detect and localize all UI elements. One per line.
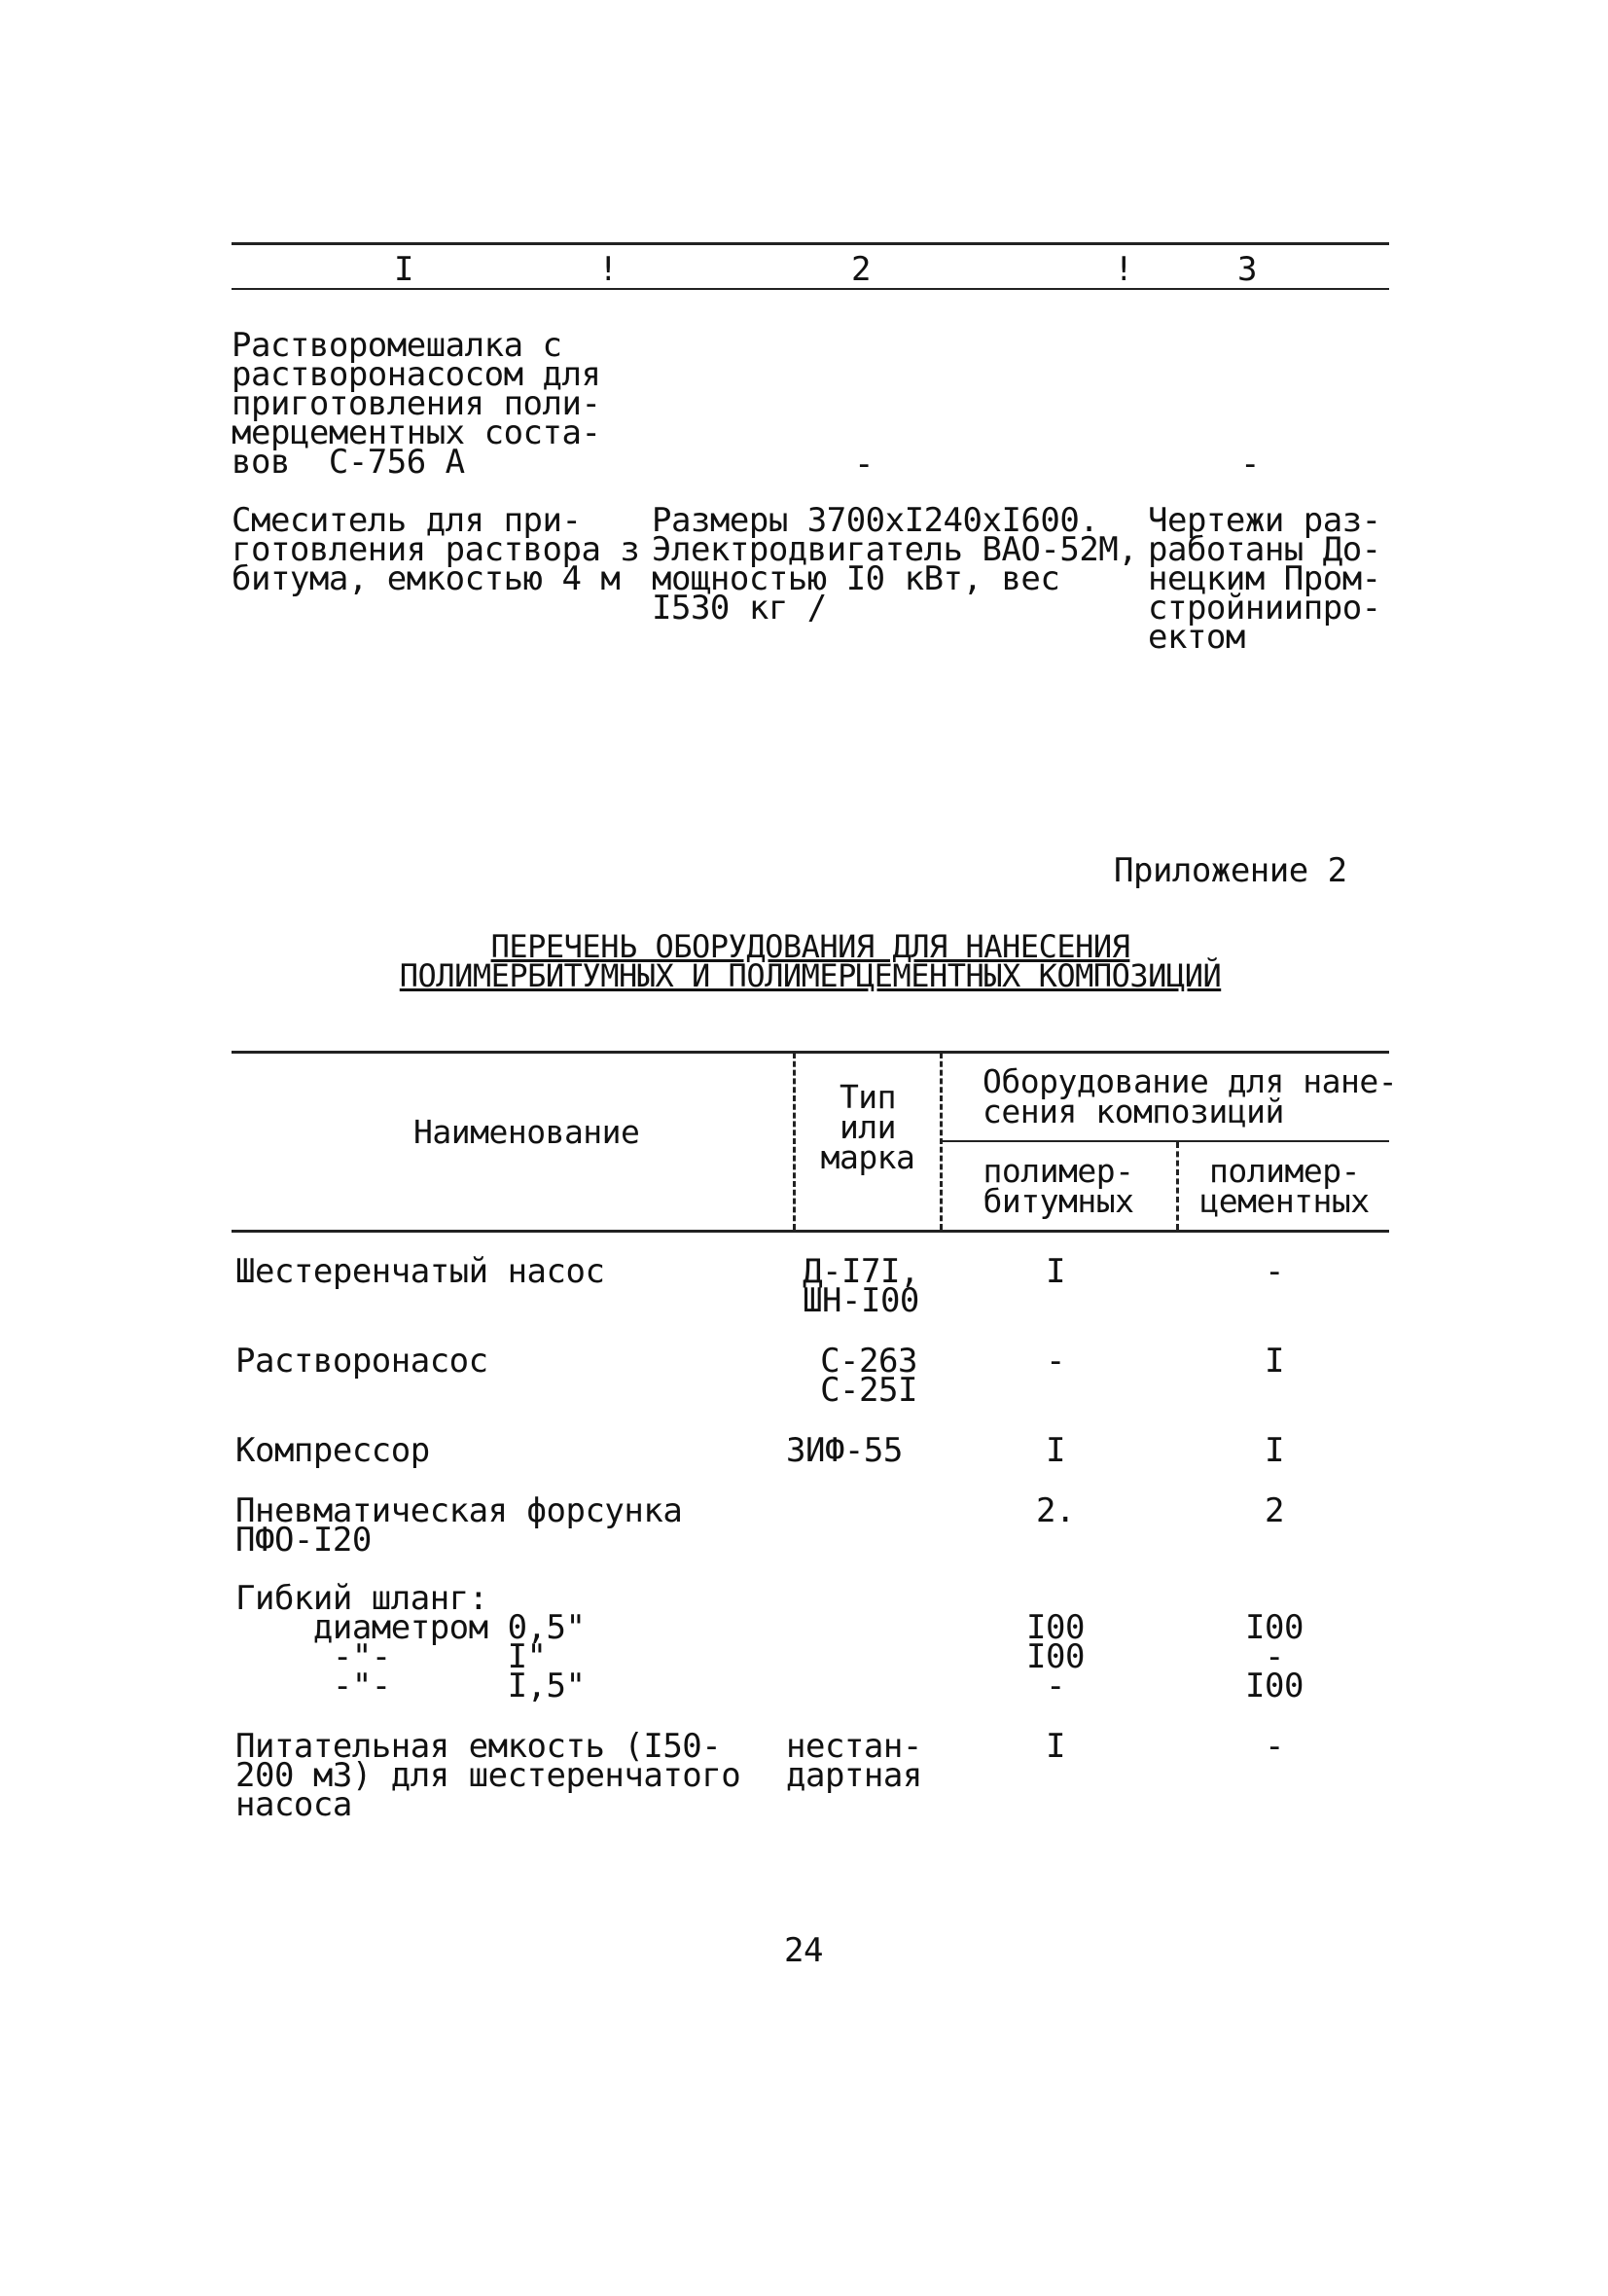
equipment-row-2-cement: I bbox=[1265, 1342, 1284, 1381]
top-row-2-name: Смеситель для при- готовления раствора з битума, емкостью 4 м bbox=[232, 501, 640, 598]
equipment-row-6-cement: - bbox=[1265, 1727, 1284, 1766]
equipment-row-5-bitumen: I00 I00 - bbox=[1026, 1608, 1085, 1705]
equipment-row-4-bitumen: 2. bbox=[1036, 1491, 1075, 1530]
equipment-row-2-name: Растворонасос bbox=[235, 1342, 488, 1381]
equipment-row-6-bitumen: I bbox=[1046, 1727, 1065, 1766]
equipment-row-2-type: С-263 С-25I bbox=[820, 1342, 917, 1410]
top-col-header-1: I bbox=[394, 250, 413, 289]
equipment-header-group: Оборудование для нане- сения композиций bbox=[983, 1062, 1398, 1130]
equipment-row-1-cement: - bbox=[1265, 1252, 1284, 1291]
top-row-2-spec: Размеры 3700хI240хI600. Электродвигатель ВАО-52М, мощностью I0 кВт, вес I530 кг / bbox=[652, 501, 1138, 628]
top-row-1-name: Растворомешалка с растворонасосом для приготовления поли- мерцементных соста- вов С-756 А bbox=[232, 326, 601, 482]
equipment-row-6-type: нестан- дартная bbox=[786, 1727, 922, 1795]
equipment-header-subrule bbox=[942, 1140, 1389, 1142]
equipment-row-4-name: Пневматическая форсунка ПФО-I20 bbox=[235, 1491, 683, 1560]
equipment-table-rule-top bbox=[232, 1051, 1389, 1054]
appendix-title-line-1: ПЕРЕЧЕНЬ ОБОРУДОВАНИЯ ДЛЯ НАНЕСЕНИЯ bbox=[490, 928, 1130, 965]
top-col-header-3: 3 bbox=[1237, 250, 1257, 289]
top-col-sep-1: ! bbox=[598, 250, 618, 289]
top-row-2-note: Чертежи раз- работаны До- нецким Пром- стройниипро- ектом bbox=[1148, 501, 1381, 657]
equipment-header-type: Тип или марка bbox=[820, 1078, 915, 1176]
equipment-row-1-bitumen: I bbox=[1046, 1252, 1065, 1291]
equipment-table-rule-header bbox=[232, 1230, 1389, 1233]
top-table-rule-header bbox=[232, 288, 1389, 290]
top-col-header-2: 2 bbox=[851, 250, 871, 289]
equipment-row-4-cement: 2 bbox=[1265, 1491, 1284, 1530]
equipment-row-1-name: Шестеренчатый насос bbox=[235, 1252, 605, 1291]
appendix-title-line-2: ПОЛИМЕРБИТУМНЫХ И ПОЛИМЕРЦЕМЕНТНЫХ КОМПОЗИЦИЙ bbox=[399, 957, 1222, 994]
equipment-row-5-cement: I00 - I00 bbox=[1245, 1608, 1304, 1705]
top-table-rule-top bbox=[232, 242, 1389, 245]
equipment-row-6-name: Питательная емкость (I50- 200 м3) для шестеренчатого насоса bbox=[235, 1727, 741, 1824]
equipment-row-3-type: ЗИФ-55 bbox=[786, 1431, 903, 1470]
equipment-header-name: Наименование bbox=[413, 1113, 640, 1151]
page-number: 24 bbox=[784, 1931, 823, 1970]
equipment-row-5-name: Гибкий шланг: диаметром 0,5" -"- I" -"- I,5" bbox=[235, 1579, 586, 1705]
top-row-1-spec: - bbox=[854, 445, 874, 484]
equipment-row-1-type: Д-I7I, ШН-I00 bbox=[803, 1252, 919, 1320]
equipment-row-3-bitumen: I bbox=[1046, 1431, 1065, 1470]
equipment-col-divider-1 bbox=[793, 1053, 796, 1230]
equipment-row-3-name: Компрессор bbox=[235, 1431, 430, 1470]
equipment-header-cement: полимер- цементных bbox=[1199, 1152, 1370, 1220]
equipment-row-3-cement: I bbox=[1265, 1431, 1284, 1470]
appendix-label: Приложение 2 bbox=[1114, 851, 1347, 890]
top-col-sep-2: ! bbox=[1114, 250, 1133, 289]
equipment-col-divider-3 bbox=[1176, 1142, 1179, 1230]
equipment-header-bitumen: полимер- битумных bbox=[983, 1152, 1134, 1220]
equipment-row-2-bitumen: - bbox=[1046, 1342, 1065, 1381]
top-row-1-note: - bbox=[1240, 445, 1260, 484]
